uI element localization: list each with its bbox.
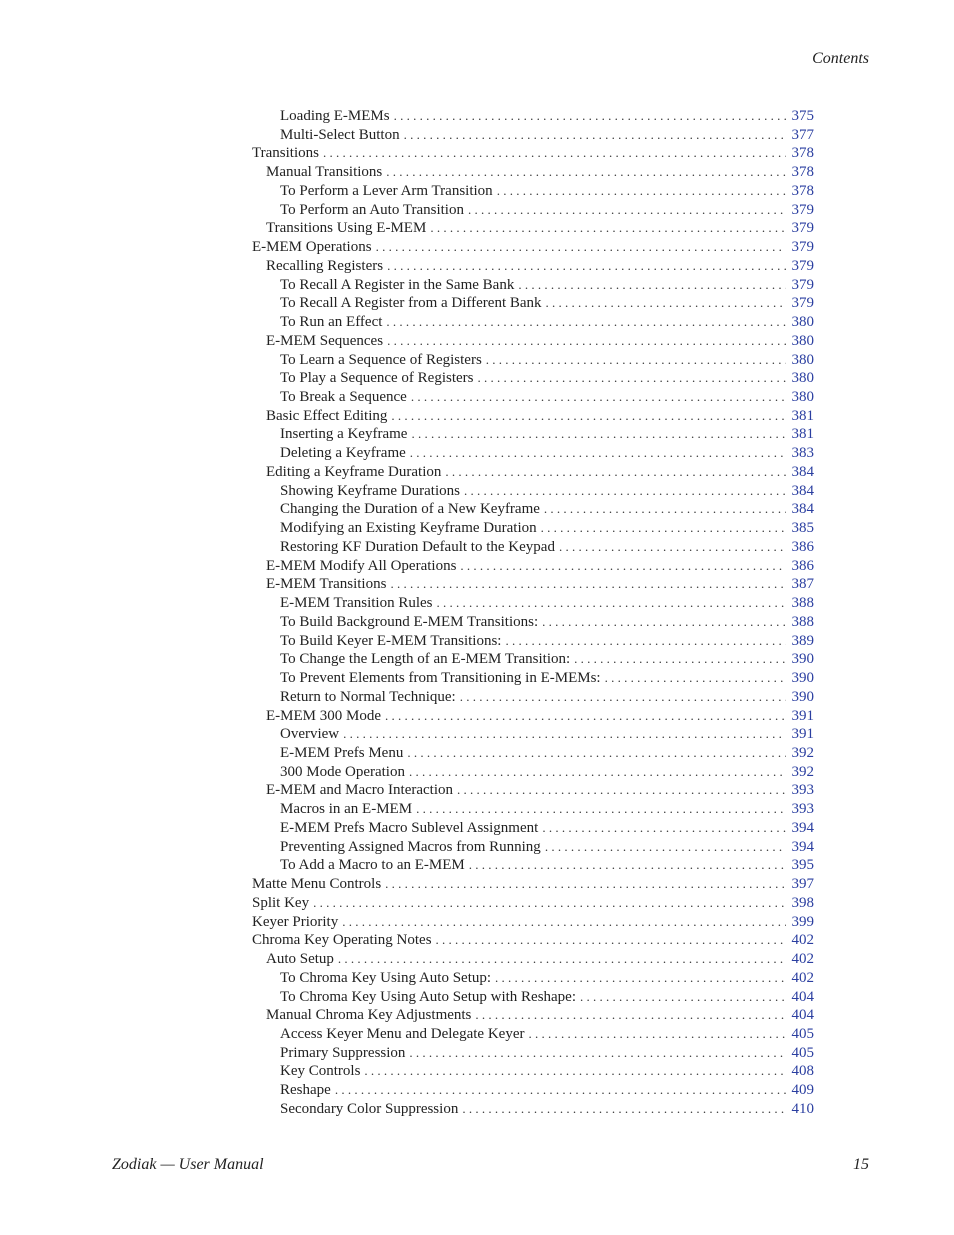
toc-entry-title: Recalling Registers <box>266 257 384 274</box>
dot-leader <box>386 163 786 182</box>
dot-leader <box>407 744 786 763</box>
toc-entry[interactable] <box>252 688 814 707</box>
toc-entry-page-link[interactable]: 380 <box>791 389 814 406</box>
toc-entry-title: Keyer Priority <box>252 913 339 930</box>
dot-leader <box>574 650 786 669</box>
toc-entry[interactable] <box>252 1025 814 1044</box>
toc-entry-page-link[interactable]: 391 <box>791 707 814 724</box>
toc-entry-page-link[interactable]: 385 <box>791 520 814 537</box>
toc-entry-page-link[interactable]: 378 <box>791 164 814 181</box>
toc-entry[interactable] <box>252 894 814 913</box>
dot-leader <box>457 781 786 800</box>
toc-entry[interactable] <box>252 950 814 969</box>
dot-leader <box>411 388 786 407</box>
toc-entry[interactable] <box>252 875 814 894</box>
toc-entry[interactable] <box>252 1081 814 1100</box>
toc-entry-page-link[interactable]: 398 <box>791 894 814 911</box>
dot-leader <box>409 1044 786 1063</box>
dot-leader <box>404 126 786 145</box>
toc-entry-title: To Build Keyer E-MEM Transitions: <box>280 632 502 649</box>
toc-entry-title: E-MEM and Macro Interaction <box>266 782 454 799</box>
toc-entry-title: Macros in an E-MEM <box>280 801 413 818</box>
toc-entry[interactable] <box>252 463 814 482</box>
toc-entry-title: E-MEM 300 Mode <box>266 707 381 724</box>
toc-entry[interactable] <box>252 351 814 370</box>
toc-entry-page-link[interactable]: 397 <box>791 876 814 893</box>
dot-leader <box>495 969 786 988</box>
toc-entry-page-link[interactable]: 380 <box>791 351 814 368</box>
dot-leader <box>338 950 786 969</box>
toc-entry-page-link[interactable]: 384 <box>791 463 814 480</box>
toc-entry[interactable] <box>252 557 814 576</box>
toc-entry-page-link[interactable]: 378 <box>791 182 814 199</box>
toc-entry-page-link[interactable]: 405 <box>791 1044 814 1061</box>
dot-leader <box>390 575 786 594</box>
toc-entry[interactable] <box>252 632 814 651</box>
dot-leader <box>468 201 786 220</box>
dot-leader <box>541 519 786 538</box>
dot-leader <box>518 276 786 295</box>
toc-entry-title: Chroma Key Operating Notes <box>252 932 432 949</box>
toc-entry-page-link[interactable]: 394 <box>791 819 814 836</box>
dot-leader <box>335 1081 786 1100</box>
dot-leader <box>546 294 786 313</box>
dot-leader <box>545 838 786 857</box>
toc-entry[interactable] <box>252 425 814 444</box>
toc-entry-title: Secondary Color Suppression <box>280 1100 459 1117</box>
toc-entry[interactable] <box>252 201 814 220</box>
toc-entry[interactable] <box>252 407 814 426</box>
toc-entry[interactable] <box>252 1006 814 1025</box>
toc-entry-title: To Chroma Key Using Auto Setup with Reshape: <box>280 988 577 1005</box>
toc-entry-page-link[interactable]: 402 <box>791 951 814 968</box>
toc-entry-title: Split Key <box>252 894 310 911</box>
toc-entry-page-link[interactable]: 390 <box>791 651 814 668</box>
toc-entry-title: To Run an Effect <box>280 314 383 331</box>
toc-entry-page-link[interactable]: 393 <box>791 801 814 818</box>
toc-entry-title: To Break a Sequence <box>280 389 407 406</box>
dot-leader <box>542 819 786 838</box>
dot-leader <box>430 219 786 238</box>
toc-entry[interactable] <box>252 819 814 838</box>
dot-leader <box>436 931 786 950</box>
dot-leader <box>477 369 786 388</box>
toc-entry[interactable] <box>252 369 814 388</box>
toc-entry-title: To Change the Length of an E-MEM Transition: <box>280 651 571 668</box>
toc-entry-title: Deleting a Keyframe <box>280 445 406 462</box>
toc-entry-title: E-MEM Operations <box>252 239 372 256</box>
toc-entry-title: Key Controls <box>280 1063 361 1080</box>
toc-entry[interactable] <box>252 575 814 594</box>
toc-entry[interactable] <box>252 126 814 145</box>
dot-leader <box>559 538 786 557</box>
toc-entry[interactable] <box>252 707 814 726</box>
toc-entry-title: Manual Chroma Key Adjustments <box>266 1007 472 1024</box>
toc-entry[interactable] <box>252 294 814 313</box>
toc-entry[interactable] <box>252 781 814 800</box>
toc-entry-page-link[interactable]: 380 <box>791 314 814 331</box>
toc-entry-title: Overview <box>280 726 340 743</box>
dot-leader <box>497 182 786 201</box>
toc-entry[interactable] <box>252 238 814 257</box>
toc-entry-page-link[interactable]: 389 <box>791 632 814 649</box>
toc-entry-page-link[interactable]: 404 <box>791 988 814 1005</box>
toc-entry-page-link[interactable]: 381 <box>791 426 814 443</box>
toc-entry-page-link[interactable]: 380 <box>791 332 814 349</box>
toc-entry-page-link[interactable]: 383 <box>791 445 814 462</box>
toc-entry[interactable] <box>252 800 814 819</box>
toc-entry-page-link[interactable]: 394 <box>791 838 814 855</box>
toc-entry-title: To Add a Macro to an E-MEM <box>280 857 465 874</box>
toc-entry[interactable] <box>252 219 814 238</box>
dot-leader <box>605 669 786 688</box>
dot-leader <box>409 763 786 782</box>
toc-entry-title: E-MEM Transitions <box>266 576 387 593</box>
dot-leader <box>313 894 786 913</box>
toc-entry-page-link[interactable]: 391 <box>791 726 814 743</box>
toc-entry[interactable] <box>252 276 814 295</box>
toc-entry-page-link[interactable]: 399 <box>791 913 814 930</box>
toc-entry[interactable] <box>252 763 814 782</box>
dot-leader <box>437 594 786 613</box>
toc-entry-title: Auto Setup <box>266 951 334 968</box>
toc-entry-page-link[interactable]: 381 <box>791 407 814 424</box>
toc-entry-page-link[interactable]: 388 <box>791 613 814 630</box>
toc-entry[interactable] <box>252 500 814 519</box>
toc-entry[interactable] <box>252 913 814 932</box>
toc-entry-title: Loading E-MEMs <box>280 108 390 124</box>
toc-entry-title: To Perform an Auto Transition <box>280 201 464 218</box>
toc-entry-title: E-MEM Prefs Menu <box>280 744 404 761</box>
toc-entry[interactable] <box>252 1100 814 1119</box>
toc-entry-title: Changing the Duration of a New Keyframe <box>280 501 540 518</box>
toc-entry[interactable] <box>252 594 814 613</box>
toc-entry-title: E-MEM Prefs Macro Sublevel Assignment <box>280 819 539 836</box>
toc-entry-page-link[interactable]: 384 <box>791 482 814 499</box>
section-title: Contents <box>812 50 869 67</box>
toc-entry-page-link[interactable]: 402 <box>791 969 814 986</box>
dot-leader <box>542 613 786 632</box>
toc-entry-page-link[interactable]: 379 <box>791 257 814 274</box>
page-number: 15 <box>853 1156 869 1173</box>
toc-entry[interactable] <box>252 725 814 744</box>
toc-entry[interactable] <box>252 444 814 463</box>
dot-leader <box>528 1025 786 1044</box>
toc-entry-title: To Build Background E-MEM Transitions: <box>280 613 539 630</box>
dot-leader <box>580 988 786 1007</box>
toc-entry-title: To Learn a Sequence of Registers <box>280 351 482 368</box>
toc-entry[interactable] <box>252 1044 814 1063</box>
dot-leader <box>486 351 786 370</box>
toc-entry[interactable] <box>252 969 814 988</box>
dot-leader <box>460 688 786 707</box>
dot-leader <box>342 913 786 932</box>
toc-entry-page-link[interactable]: 405 <box>791 1025 814 1042</box>
dot-leader <box>323 144 786 163</box>
dot-leader <box>343 725 786 744</box>
toc-entry[interactable] <box>252 313 814 332</box>
dot-leader <box>387 332 786 351</box>
toc-entry-title: To Play a Sequence of Registers <box>280 370 474 387</box>
toc-entry-title: Primary Suppression <box>280 1044 406 1061</box>
dot-leader <box>410 444 786 463</box>
toc-entry-title: Inserting a Keyframe <box>280 426 408 443</box>
toc-entry-title: Restoring KF Duration Default to the Keypad <box>280 538 555 555</box>
toc-entry-page-link[interactable]: 375 <box>791 108 814 124</box>
dot-leader <box>364 1062 786 1081</box>
toc-entry[interactable] <box>252 538 814 557</box>
toc-entry-page-link[interactable]: 379 <box>791 295 814 312</box>
toc-entry-page-link[interactable]: 410 <box>791 1100 814 1117</box>
dot-leader <box>385 875 786 894</box>
toc-entry[interactable] <box>252 856 814 875</box>
toc-entry-page-link[interactable]: 379 <box>791 276 814 293</box>
dot-leader <box>394 107 786 126</box>
dot-leader <box>460 557 786 576</box>
toc-entry-title: Transitions <box>252 145 319 162</box>
toc-entry-page-link[interactable]: 392 <box>791 763 814 780</box>
toc-entry-page-link[interactable]: 379 <box>791 201 814 218</box>
toc-entry-page-link[interactable]: 379 <box>791 239 814 256</box>
toc-entry-page-link[interactable]: 384 <box>791 501 814 518</box>
toc-entry-page-link[interactable]: 386 <box>791 557 814 574</box>
toc-entry-page-link[interactable]: 409 <box>791 1082 814 1099</box>
dot-leader <box>391 407 786 426</box>
toc-entry-title: Return to Normal Technique: <box>280 688 456 705</box>
toc-entry-title: E-MEM Modify All Operations <box>266 557 457 574</box>
dot-leader <box>385 707 786 726</box>
toc-entry-page-link[interactable]: 393 <box>791 782 814 799</box>
toc-entry-title: 300 Mode Operation <box>280 763 405 780</box>
toc-entry-title: Manual Transitions <box>266 164 383 181</box>
toc-entry-page-link[interactable]: 378 <box>791 145 814 162</box>
dot-leader <box>386 313 786 332</box>
dot-leader <box>387 257 786 276</box>
toc-entry[interactable] <box>252 988 814 1007</box>
toc-entry-title: Reshape <box>280 1082 331 1099</box>
toc-entry-page-link[interactable]: 408 <box>791 1063 814 1080</box>
dot-leader <box>445 463 786 482</box>
toc-entry-title: Basic Effect Editing <box>266 407 388 424</box>
toc-entry-title: Modifying an Existing Keyframe Duration <box>280 520 537 537</box>
toc-entry-title: Access Keyer Menu and Delegate Keyer <box>280 1025 525 1042</box>
dot-leader <box>475 1006 786 1025</box>
toc-entry-title: Showing Keyframe Durations <box>280 482 460 499</box>
toc-entry-page-link[interactable]: 386 <box>791 538 814 555</box>
toc-entry[interactable] <box>252 107 814 126</box>
toc-entry-title: E-MEM Sequences <box>266 332 384 349</box>
toc-entry-page-link[interactable]: 377 <box>791 126 814 143</box>
toc-entry[interactable] <box>252 144 814 163</box>
toc-entry[interactable] <box>252 1062 814 1081</box>
toc-entry[interactable] <box>252 744 814 763</box>
table-of-contents <box>252 107 814 1119</box>
toc-entry[interactable] <box>252 257 814 276</box>
manual-title: Zodiak — User Manual <box>112 1156 264 1173</box>
toc-entry-page-link[interactable]: 392 <box>791 744 814 761</box>
toc-entry-title: Multi-Select Button <box>280 126 400 143</box>
toc-entry-title: To Chroma Key Using Auto Setup: <box>280 969 492 986</box>
toc-entry[interactable] <box>252 163 814 182</box>
toc-entry-page-link[interactable]: 395 <box>791 857 814 874</box>
dot-leader <box>464 482 786 501</box>
toc-entry-page-link[interactable]: 402 <box>791 932 814 949</box>
dot-leader <box>469 856 786 875</box>
toc-entry[interactable] <box>252 650 814 669</box>
dot-leader <box>376 238 786 257</box>
toc-entry[interactable] <box>252 388 814 407</box>
dot-leader <box>411 425 786 444</box>
toc-entry-page-link[interactable]: 404 <box>791 1007 814 1024</box>
toc-entry-page-link[interactable]: 387 <box>791 576 814 593</box>
toc-entry[interactable] <box>252 482 814 501</box>
dot-leader <box>505 632 786 651</box>
toc-entry-title: To Recall A Register in the Same Bank <box>280 276 515 293</box>
toc-entry[interactable] <box>252 332 814 351</box>
toc-entry-title: Matte Menu Controls <box>252 876 382 893</box>
toc-entry[interactable] <box>252 931 814 950</box>
dot-leader <box>544 500 786 519</box>
toc-entry[interactable] <box>252 669 814 688</box>
toc-entry-page-link[interactable]: 388 <box>791 595 814 612</box>
toc-entry-page-link[interactable]: 390 <box>791 670 814 687</box>
toc-entry-title: To Recall A Register from a Different Bank <box>280 295 542 312</box>
toc-entry-title: Editing a Keyframe Duration <box>266 463 442 480</box>
toc-entry-page-link[interactable]: 390 <box>791 688 814 705</box>
toc-entry-title: Preventing Assigned Macros from Running <box>280 838 541 855</box>
toc-entry-page-link[interactable]: 379 <box>791 220 814 237</box>
toc-entry[interactable] <box>252 182 814 201</box>
toc-entry[interactable] <box>252 838 814 857</box>
dot-leader <box>462 1100 786 1119</box>
toc-entry-title: To Perform a Lever Arm Transition <box>280 182 493 199</box>
toc-entry-title: Transitions Using E-MEM <box>266 220 427 237</box>
toc-entry-title: E-MEM Transition Rules <box>280 595 433 612</box>
toc-entry-title: To Prevent Elements from Transitioning in E-MEMs: <box>280 670 601 687</box>
dot-leader <box>416 800 786 819</box>
toc-entry-page-link[interactable]: 380 <box>791 370 814 387</box>
toc-entry[interactable] <box>252 613 814 632</box>
toc-entry[interactable] <box>252 519 814 538</box>
